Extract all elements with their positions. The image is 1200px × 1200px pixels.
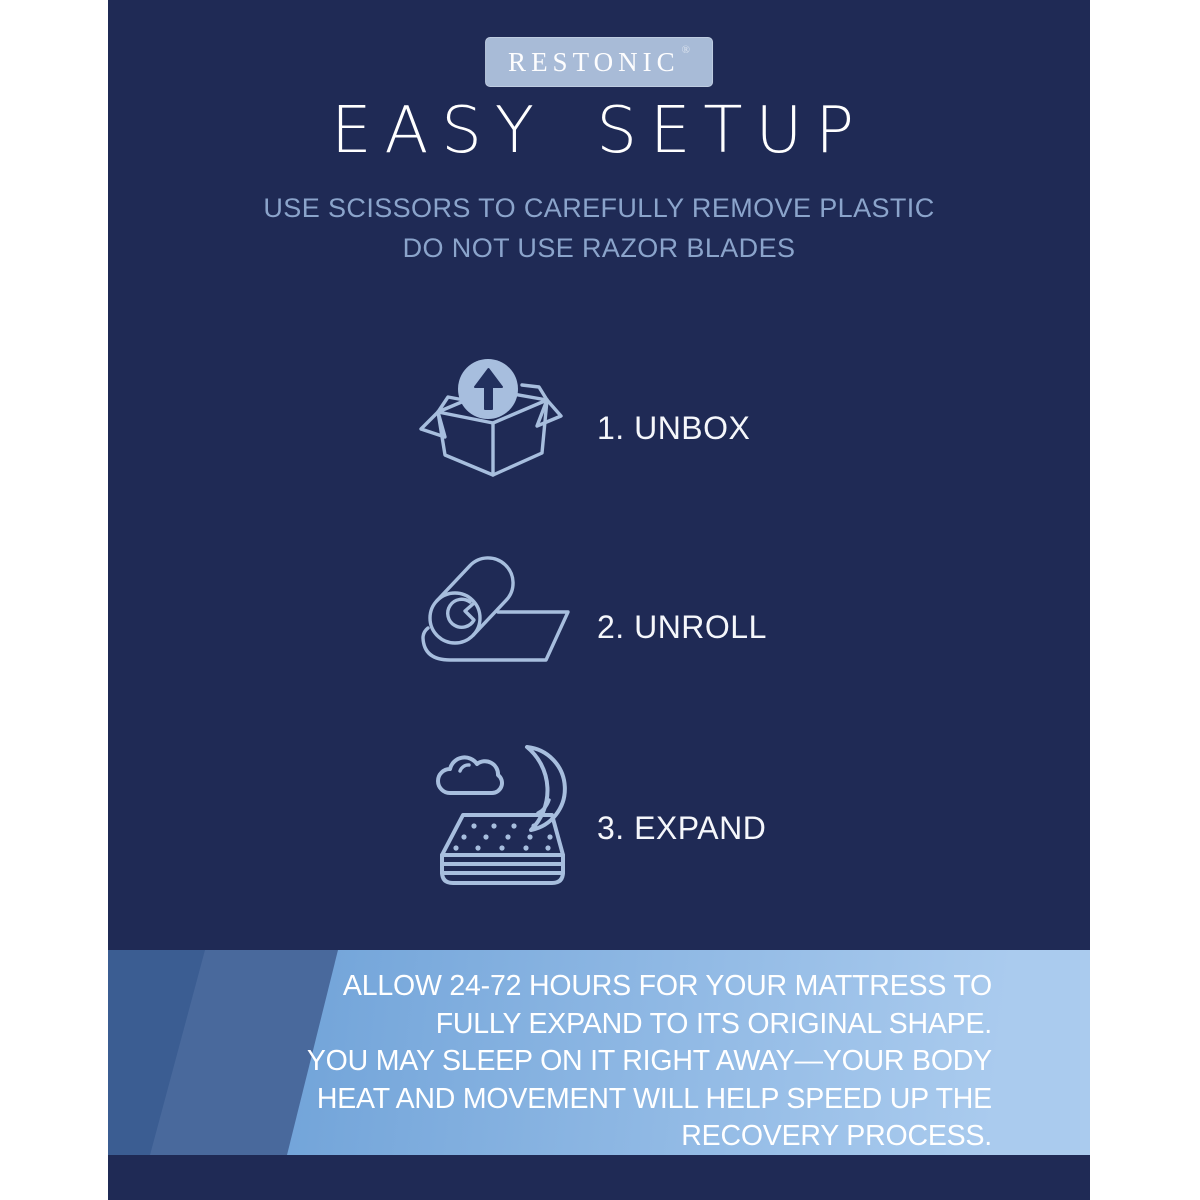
subtitle-line-1: USE SCISSORS TO CAREFULLY REMOVE PLASTIC <box>263 193 935 223</box>
footer-banner <box>108 950 1090 1155</box>
footer-note-line-1: ALLOW 24-72 HOURS FOR YOUR MATTRESS TO <box>342 970 992 1002</box>
moon-shape <box>527 747 565 830</box>
footer-note-line-3: YOU MAY SLEEP ON IT RIGHT AWAY—YOUR BODY <box>306 1045 992 1078</box>
navy-panel <box>108 0 1090 1200</box>
subtitle-line-2: DO NOT USE RAZOR BLADES <box>402 233 796 263</box>
cloud-shape <box>438 757 502 793</box>
footer-note-line-2: FULLY EXPAND TO ITS ORIGINAL SHAPE. <box>435 1007 992 1040</box>
footer-note-line-4: HEAT AND MOVEMENT WILL HELP SPEED UP THE <box>316 1082 992 1115</box>
step-label-unroll: 2. UNROLL <box>597 609 767 645</box>
expand-icon <box>436 741 576 891</box>
page-title: EASY SETUP <box>331 94 867 168</box>
unroll-icon <box>410 550 590 680</box>
unbox-icon <box>415 345 565 490</box>
footer-note-line-5: RECOVERY PROCESS. <box>681 1120 992 1153</box>
brand-logo-text: RESTONIC <box>508 47 680 77</box>
mattress-front <box>442 855 563 883</box>
step-label-expand: 3. EXPAND <box>597 810 767 846</box>
brand-badge <box>485 37 713 87</box>
registered-trademark-symbol: ® <box>681 44 690 56</box>
footer-note <box>307 968 992 1156</box>
step-label-unbox: 1. UNBOX <box>597 410 751 446</box>
subtitle <box>108 188 1090 268</box>
